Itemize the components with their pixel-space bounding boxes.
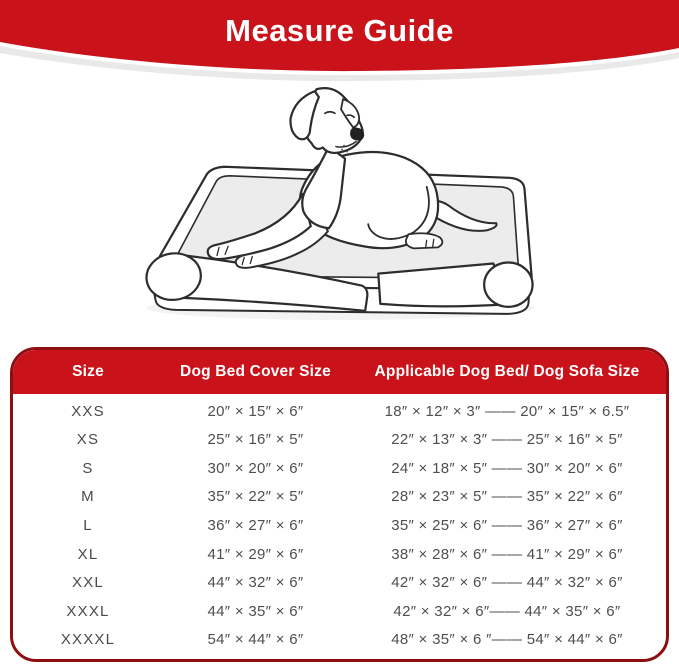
size-table-body (13, 394, 666, 659)
cell-cover-size: 54″ × 44″ × 6″ (207, 631, 304, 649)
cell-cover-size: 20″ × 15″ × 6″ (207, 402, 304, 420)
column-header-size: Size (72, 363, 104, 380)
cell-applicable-size: 35″ × 25″ × 6″ —— 36″ × 27″ × 6″ (391, 516, 623, 534)
cell-cover-size: 25″ × 16″ × 5″ (207, 431, 304, 449)
page-title: Measure Guide (225, 13, 454, 48)
size-table (10, 347, 669, 662)
table-row-xl (13, 540, 666, 569)
size-table-header (13, 350, 666, 394)
table-row-xxxxl (13, 625, 666, 654)
table-row-s (13, 454, 666, 483)
cell-cover-size: 35″ × 22″ × 5″ (207, 488, 304, 506)
cell-size: XXS (71, 402, 105, 420)
measure-guide-banner (0, 0, 679, 84)
table-row-xxs (13, 397, 666, 426)
cell-applicable-size: 18″ × 12″ × 3″ —— 20″ × 15″ × 6.5″ (384, 402, 630, 420)
cell-cover-size: 44″ × 32″ × 6″ (207, 574, 304, 592)
table-row-xxxl (13, 597, 666, 626)
cell-size: L (83, 516, 93, 534)
cell-size: XL (77, 545, 99, 563)
cell-cover-size: 44″ × 35″ × 6″ (207, 602, 304, 620)
cell-applicable-size: 28″ × 23″ × 5″ —— 35″ × 22″ × 6″ (391, 488, 623, 506)
column-header-applicable-size: Applicable Dog Bed/ Dog Sofa Size (374, 363, 640, 380)
table-row-m (13, 483, 666, 512)
cell-size: XXL (72, 574, 104, 592)
cell-applicable-size: 48″ × 35″ × 6 ″—— 54″ × 44″ × 6″ (391, 631, 623, 649)
dog-bed-drawing-icon (128, 76, 552, 324)
dog-on-bed-illustration (128, 76, 552, 324)
table-row-xxl (13, 568, 666, 597)
cell-size: S (82, 459, 94, 477)
cell-applicable-size: 42″ × 32″ × 6″—— 44″ × 35″ × 6″ (393, 602, 621, 620)
cell-applicable-size: 22″ × 13″ × 3″ —— 25″ × 16″ × 5″ (391, 431, 623, 449)
table-row-xs (13, 426, 666, 455)
cell-size: XXXXL (60, 631, 116, 649)
cell-cover-size: 36″ × 27″ × 6″ (207, 516, 304, 534)
cell-size: M (81, 488, 95, 506)
cell-size: XS (76, 431, 100, 449)
column-header-cover-size: Dog Bed Cover Size (180, 363, 331, 380)
cell-size: XXXL (66, 602, 110, 620)
cell-applicable-size: 24″ × 18″ × 5″ —— 30″ × 20″ × 6″ (391, 459, 623, 477)
cell-cover-size: 30″ × 20″ × 6″ (207, 459, 304, 477)
cell-cover-size: 41″ × 29″ × 6″ (207, 545, 304, 563)
cell-applicable-size: 38″ × 28″ × 6″ —— 41″ × 29″ × 6″ (391, 545, 623, 563)
cell-applicable-size: 42″ × 32″ × 6″ —— 44″ × 32″ × 6″ (391, 574, 623, 592)
table-row-l (13, 511, 666, 540)
